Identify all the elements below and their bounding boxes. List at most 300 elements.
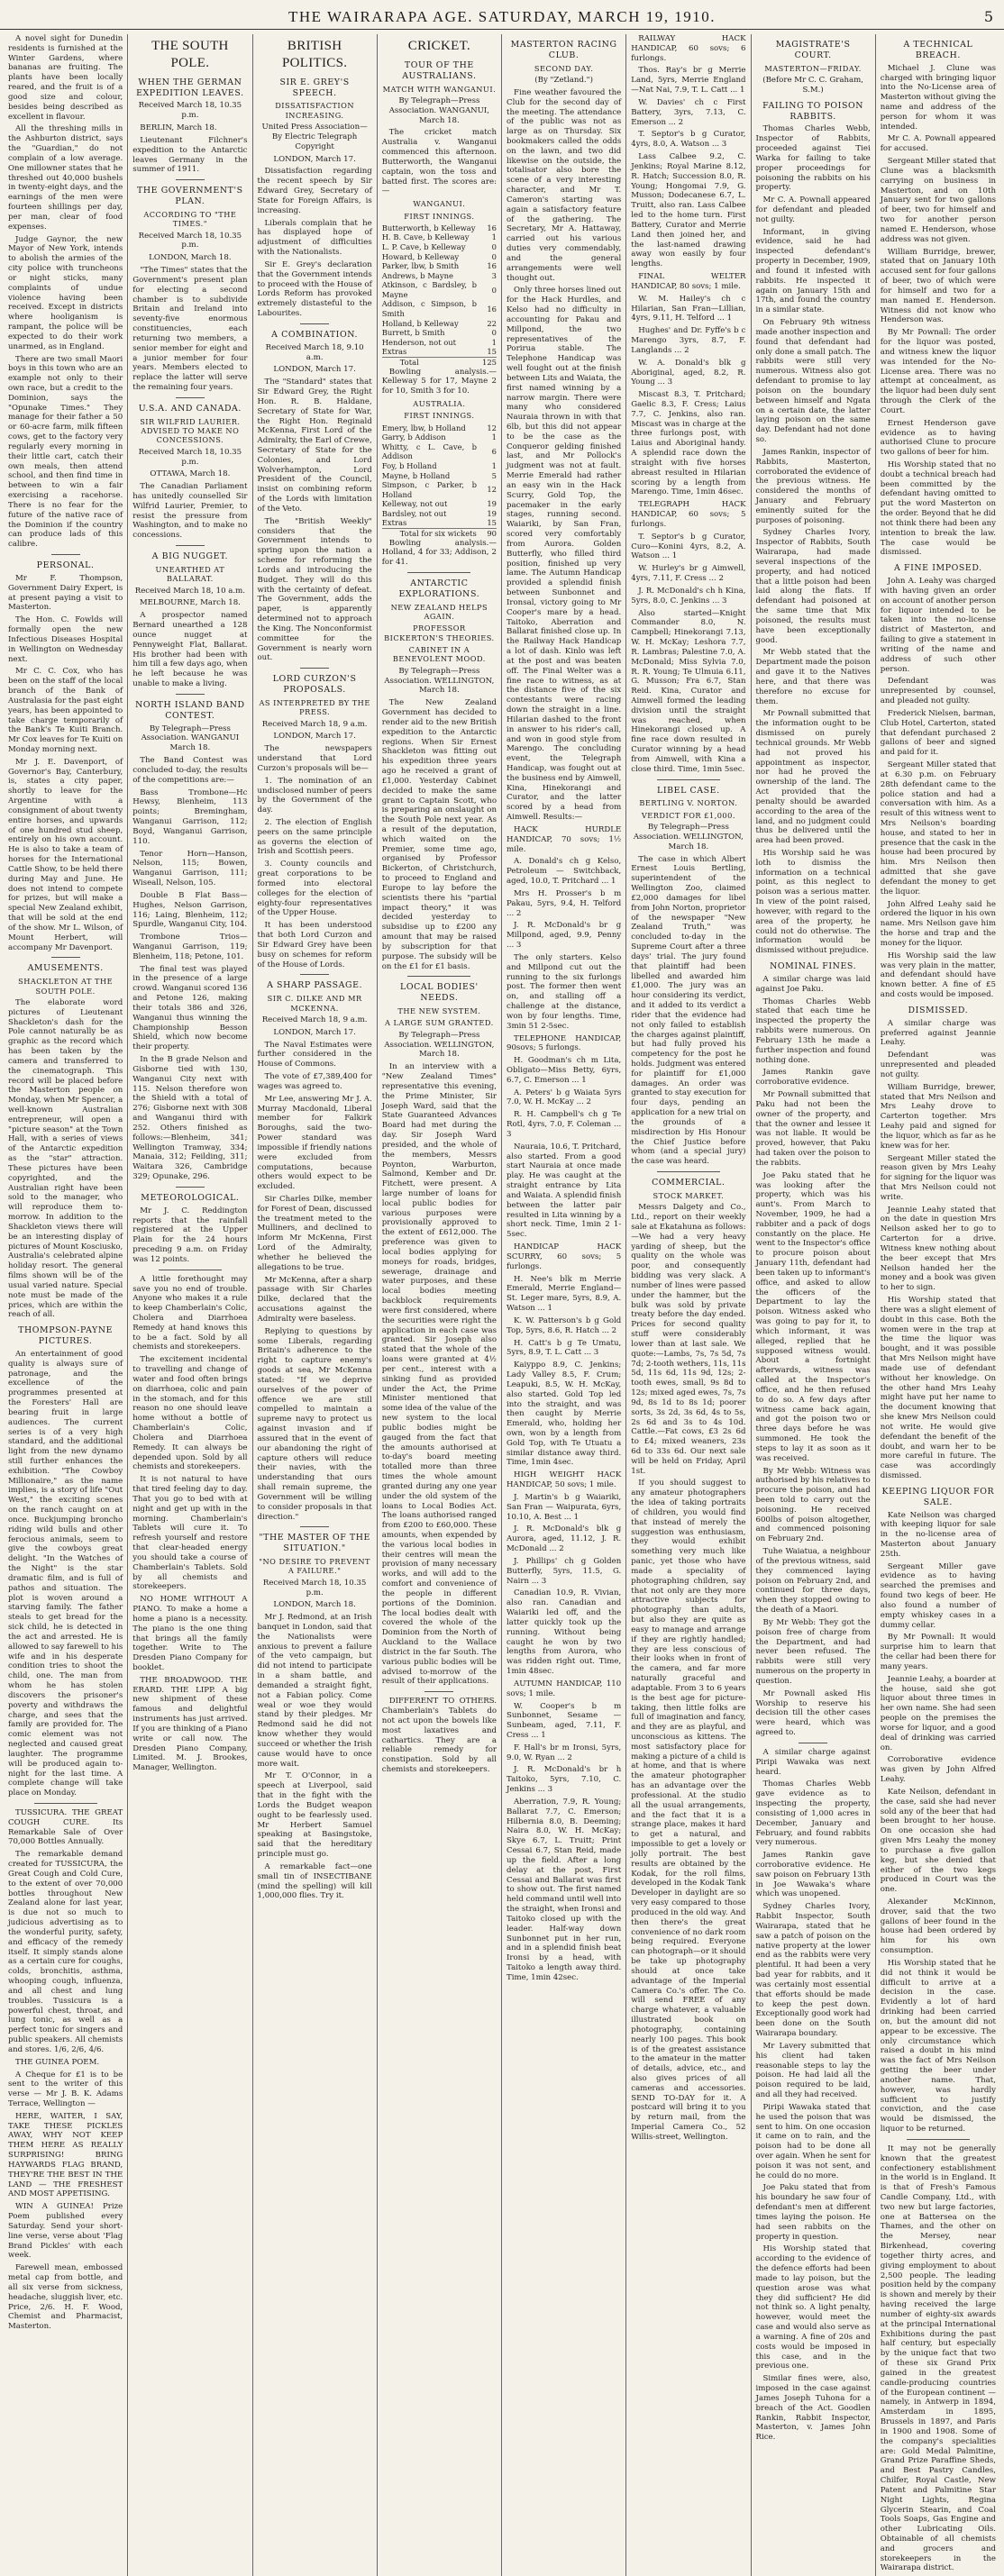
advertisements: [8, 1808, 123, 2332]
divider: [300, 668, 329, 669]
score-row: [382, 242, 497, 252]
paragraph: Sergeant Miller stated that at 6.30 p.m. on February 28th defendant came to the police station and had a conversation with him. As a result of this witness went to Mrs Neilson's boarding house, and stated to her in presence that the cask in the house had been procured by him. Mrs Neilson then admitted that she gave defendant the money to get the liquor.: [880, 760, 996, 897]
nugget-text: [132, 587, 247, 689]
runs: 5: [491, 470, 497, 480]
paragraph: W. Hurley's br g Aimwell, 4yrs, 7.11, F. Cress ... 2: [631, 564, 746, 584]
paragraph: Judge Gaynor, the new Mayor of New York, intends to abolish the armies of the city police with truncheons or night sticks, many complaints of undue violence having been received. Except in districts where hooliganism is rampant, the police will be expected to do their work unarmed, as in England.: [8, 234, 123, 351]
paragraph: A little forethought may save you no end of trouble. Anyone who makes it a rule to keep Chamberlain's Colic, Cholera and Diarrhoea Remedy at hand knows this to be a fact. Sold by all chemists and storekeepers.: [132, 1274, 248, 1352]
wanganui-scorecard: [382, 223, 497, 368]
paragraph: "The Times" states that the Government's present plan for electing a second chamber is to subdivide Britain and Ireland into seventy-five enormous constituencies, each returning two members, a senior member for eight and a junior member for four years. Members elected to replace the latter will serve the remaining four years.: [132, 266, 248, 393]
batsman: Butterworth, b Kelleway: [381, 223, 476, 232]
paragraph: The case in which Albert Ernest Louis Bertling, superintendent of the Wellington Zoo, claimed £2,000 damages for libel from John Norton, proprietor of the newspaper "New Zealand Truth," was concluded to-day in the Supreme Court after a three days' trial. The jury found that plaintiff had been libelled and awarded him £1,000. The jury was an hour considering its verdict, and it added to its verdict a rider that the evidence had not only failed to establish the charges against plaintiff, but had fully proved his competency for the post he holds. Judgment was entered for plaintiff for £1,000 damages. An order was granted to stay execution for four days, pending an application for a new trial on the grounds of a misdirection by His Honour the Chief Justice before whom (and a special jury) the case was heard.: [631, 854, 746, 1167]
combination-heading: A COMBINATION.: [271, 329, 359, 340]
paragraph: Sydney Charles Ivory, Rabbit Inspector, South Wairarapa, stated that he saw a patch of poison on the native property at the lower end as the rabbits were very plentiful. It had been a very bad year for rabbits, and it was certainly most essential that efforts should be made to keep the pest down. Exceptionally good work had been done on the South Wairarapa boundary.: [755, 1902, 871, 2039]
paragraph: R. H. Campbell's ch g Te Rotl, 4yrs, 7.0, F. Coleman ... 3: [507, 1110, 622, 1139]
batsman: L. P. Cave, b Kelleway: [381, 242, 466, 251]
score-row: [382, 442, 497, 461]
paragraph: H. Nee's blk m Merrie Emerald, Merrie England—St. Leger mare, 5yrs, 8.9, A. Watson ... 1: [507, 1274, 622, 1314]
paragraph: Alexander McKinnon, drover, said that the two gallons of beer found in the house had been ordered by him for his own consumption.: [880, 1897, 996, 1956]
paragraph: T. Septor's b g Curator, Curo—Konini 4yrs, 8.2, A. Watson ... 1: [631, 532, 746, 561]
sharp-passage-subheading: SIR C. DILKE AND MR MCKENNA.: [267, 994, 362, 1013]
australia-innings-label: FIRST INNINGS.: [404, 411, 475, 421]
paragraph: Joe Paku stated that he was looking after the property, which was his aunt's. From March to November, 1909, he had a rabbiter and a pack of dogs constantly on the place. He went to the Inspector's office to procure poison about January 11th, defendant had been taken up to informant's office, and asked to allow the officers of the Department to lay the poison. Witness asked who was going to pay for it, to which informant, it was alleged, replied that he supposed witness would. About a fortnight afterwards, witness was called at the Inspector's office, and he then refused to do so. A few days after witness came back again, and got the poison two or three days before he was summoned. He took the steps to lay it as soon as it was received.: [755, 1170, 871, 1463]
paragraph: J. R. McDonald's ch h Kina, 5yrs, 8.0, C. Jenkins ... 3: [631, 586, 746, 605]
paragraph: The Canadian Parliament has unitedly counselled Sir Wilfrid Laurier, Premier, to resist the pressure from Washington, and to make no concessions.: [132, 482, 248, 541]
score-row: [382, 328, 497, 338]
intro-paragraphs: [8, 34, 123, 550]
thompson-heading: THOMPSON-PAYNE PICTURES.: [18, 1325, 114, 1347]
paragraph: Mr T. O'Connor, in a speech at Liverpool, said that in the fight with the Lords the Budget weapon ought to be fearlessly used. Mr Herbert Samuel speaking at Basingstoke, said that the hereditary principle must go.: [257, 1771, 372, 1860]
paragraph: WIN A GUINEA! Prize Poem published every Saturday. Send your short-line verse, verse about 'Flag Brand Pickles' with each week.: [8, 2202, 123, 2261]
combination-text: [258, 343, 372, 664]
paragraph: OTTAWA, March 18.: [150, 469, 231, 479]
paragraph: LONDON, March 17.: [273, 154, 356, 164]
antarctic-subheading-1: NEW ZEALAND HELPS AGAIN.: [390, 602, 488, 622]
divider: [34, 1803, 97, 1804]
paragraph: J. R. McDonald's br g Millpond, aged, 9.9, Penny ... 3: [507, 921, 622, 951]
antarctic-heading: ANTARCTIC EXPLORATIONS.: [398, 578, 480, 599]
paragraph: If you should suggest to any amateur photographers the idea of taking portraits of children, you would find that instead of merely the suggestion was enthusiasm, they would exhibit something very much like panic, yet those who have made a speciality of photographing children, say that not only are they more attractive subjects for photography than adults, but also they are quite as easy to manage and arrange if they are rightly handled; they are less conscious of their looks when in front of the camera, and far more naturally graceful and adaptable. From 3 to 6 years is the best age for picture-taking, then little folks are full of imagination and fancy, and they are as playful, and unconscious as kittens. The most satisfactory place for making a picture of a child is at home, and that is where the amateur photographer has an advantage over the professional. At the studio all the usual arrangements, and the fact that it is a strange place, makes it hard to get a natural, and impossible to get a lovely or jolly portrait. The best results are obtained by the Kodak, for the roll films, developed in the Kodak Tank Developer in daylight are so very easy compared to those produced in the old way. And then there's the great convenience of no dark room being required. Everyone can photograph—or it should be take up photography should at once take advantage of the Imperial Camera Co.'s offer. The Co. will send FREE of any charge whatever, a valuable illustrated book on photography, containing nearly 100 pages. This book is of the greatest assistance to the amateur in the matter of details, advice, etc., and also gives prices of all cameras and accessories. SEND TO-DAY for it. A postcard will bring it to you by return mail, from the Imperial Camera Co., 52 Willis-street, Wellington.: [631, 1479, 746, 2142]
paragraph: The "Standard" states that Sir Edward Grey, the Right Hon. R. B. Haldane, Secretary of State for War, the Right Hon. Reginald McKenna, First Lord of the Admiralty, the Earl of Crewe, Secretary of State for the Colonies, and Lord Wolverhampton, Lord President of the Council, insist on combining reform of the Lords with limitation of the Veto.: [257, 378, 372, 514]
score-row: [382, 423, 497, 433]
paragraph: Liberals complain that he has displayed hope of adjustment of difficulties with the Nationalists.: [257, 218, 372, 258]
paragraph: All the threshing mills in the Ashburton district, says the "Guardian," do not complain of a low average. One millowner states that he threshed out 40,000 bushels in twenty-eight days, and the earnings of the men were fourteen shillings per day, per man, clear of food expenses.: [8, 124, 123, 232]
government-plan-subheading: ACCORDING TO "THE TIMES.": [143, 209, 237, 229]
paragraph: Fine weather favoured the Club for the second day of the meeting. The attendance of the public was not as large as on Thursday. Six bookmakers called the odds on the lawn, and two did likewise on the outside, the totalisator also bore the scene of a very interesting character, and Mr T. Cameron's starting was again a satisfactory feature of the gathering. The Secretary, Mr A. Hattaway, carried out his various duties very commendably, and the general arrangements were well thought out.: [507, 87, 622, 283]
divider: [424, 1691, 453, 1692]
paragraph: By Mr Pownall: It would surprise him to learn that the cellar had been there for many years.: [880, 1633, 996, 1671]
usa-canada-heading: U.S.A. AND CANADA.: [138, 403, 242, 414]
paragraph: Mr Pownall submitted that Paku had not been the owner of the property, and that the owner and lessee it was not liable. It would be proved, however, that Paku had taken over the poison to the rabbits.: [755, 1090, 871, 1168]
curzon-heading: LORD CURZON'S PROPOSALS.: [272, 674, 357, 696]
divider: [176, 179, 205, 180]
paragraph: Tenor Horn—Hanson, Nelson, 115; Bowen, Wanganui Garrison, 111; Wiseall, Nelson, 105.: [132, 849, 248, 888]
batsman: Holland, b Kelleway: [381, 318, 459, 328]
personal-heading: PERSONAL.: [36, 560, 95, 571]
paragraph: Mr Pownall asked His Worship to reserve his decision till the other cases were heard, which was agreed to.: [755, 1689, 871, 1738]
nominal-fines-text: [756, 975, 871, 1738]
paragraph: Received March 18, 10 a.m.: [134, 586, 246, 596]
score-row: [382, 499, 497, 509]
paragraph: J. Phillips' ch g Golden Butterfly, 5yrs, 11.5, G. Nairn ... 3: [507, 1556, 622, 1586]
nominal-fines-heading: NOMINAL FINES.: [770, 961, 857, 972]
usa-canada-subheading: SIR WILFRID LAURIER. ADVISED TO MAKE NO CONCESSIONS.: [140, 416, 241, 445]
meteorological-text: [132, 1206, 247, 1265]
master-situation-text: [258, 1579, 372, 1902]
divider: [407, 976, 470, 977]
batsman: Atkinson, c Bardsley, b Mayne: [381, 280, 477, 299]
local-bodies-subheading-2: A LARGE SUM GRANTED.: [385, 1018, 494, 1028]
paragraph: There are two small Maori boys in this town who are an example not only to their own race, but a credit to the Dominion, says the "Opunake Times." They manage for their father a 50 or 60-acre farm, milk fifteen cows, get to the factory very regularly every morning in their little cart, catch their own meals, then attend school, and then find time in between to win a fair exercising a racehorse. There is no fear for the future of the native race of the Dominion if the country can produce lads of this calibre.: [8, 354, 123, 550]
wawaka-text: [756, 1748, 871, 2443]
score-row: [382, 261, 497, 271]
batsman: Simpson, c Parker, b Holland: [381, 480, 477, 499]
score-row: [382, 319, 497, 329]
keeping-liquor-text: [881, 1511, 996, 2135]
paragraph: J. Martin's b g Waiariki, San Fran — Waipurata, 6yrs, 10.10, A. Best ... 1: [507, 1492, 622, 1522]
paragraph: Ernest Henderson gave evidence as to having authorised Clune to procure two gallons of beer for him.: [880, 418, 996, 458]
paragraph: H. Catt's b g Te Umatu, 5yrs, 8.9, T. L. Catt ... 3: [507, 1338, 622, 1358]
paragraph: A prospector named Bernard unearthed a 128 ounce nugget at Pennyweight Flat, Ballarat. His brother had been with him till a few days ago, when he left because he was unable to make a living.: [132, 611, 248, 689]
paragraph: HACK HURDLE HANDICAP, 70 sovs; 1½ mile.: [507, 824, 622, 854]
australia-bowling: Bowling analysis.—Holland, 4 for 33; Addison, 2 for 41.: [381, 538, 497, 568]
batsman: Extras: [381, 347, 407, 357]
paragraph: Aberration, 7.9, R. Young; Ballarat 7.7, C. Emerson; Hilbernia 8.0, B. Deeming; Naira 8.0, W. H. McKay; Skye 6.7, L. Truitt; Print Cessai 6.7, Stan Reid, made up the field. After a long delay at the post, First Cessai and Ballarat was first to show out. The first named held command until well into the straight, when Ironsi and Taitoko closed up with the leader. Half-way down Sunbonnet put in her run, and in a splendid finish beat Ironsi by a head, with Taitoko a length away third. Time, 1min 42sec.: [507, 1797, 622, 1982]
paragraph: TELEGRAPH HACK HANDICAP, 60 sovs; 5 furlongs.: [631, 500, 746, 529]
paragraph: LONDON, March 17.: [273, 732, 356, 742]
paragraph: HIGH WEIGHT HACK HANDICAP, 50 sovs; 1 mile.: [507, 1470, 622, 1490]
column-6: [626, 34, 751, 2576]
divider: [300, 323, 329, 324]
paragraph: Bass Trombone—Hc Hewsy, Blenheim, 113 points; Bremingham, Wanganui Garrison, 112; Boyd, Wanganui Garrison, 110.: [132, 787, 248, 846]
page-number: 5: [983, 8, 993, 25]
paragraph: His Worship stated that no doubt a technical breach had been committed by the defendant having omitted to put the word Masterton on the order. Beyond that he did not think there had been any intention to break the law. The case would be dismissed.: [880, 460, 996, 558]
paragraph: K. W. Patterson's b g Gold Top, 5yrs, 8.6, R. Hatch ... 2: [507, 1315, 622, 1335]
wanganui-innings-label: FIRST INNINGS.: [404, 211, 475, 221]
column-8: [876, 34, 1000, 2576]
paragraph: Received March 18, 9.10 a.m.: [265, 342, 364, 362]
german-expedition-heading: WHEN THE GERMAN EXPEDITION LEAVES.: [136, 77, 244, 98]
paragraph: TELEPHONE HANDICAP, 90sovs; 5 furlongs.: [507, 1033, 622, 1053]
paragraph: By Telegraph—Press Association. WELLINGTON, March 18.: [384, 666, 495, 696]
filler-ads: [132, 1275, 247, 1773]
local-bodies-heading: LOCAL BODIES' NEEDS.: [400, 982, 479, 1004]
german-expedition-text: [132, 101, 247, 175]
paragraph: RAILWAY HACK HANDICAP, 60 sovs; 6 furlongs.: [631, 34, 746, 63]
batsman: Emery, lbw, b Holland: [381, 423, 466, 432]
paragraph: The Hon. C. Fowlds will formally open the new Infectious Diseases Hospital in Wellington on Wednesday next.: [8, 615, 123, 664]
column-2: [128, 34, 252, 2576]
paragraph: It has been understood that both Lord Curzon and Sir Edward Grey have been busy on schemes for reform of the House of Lords.: [257, 921, 372, 969]
paragraph: The "British Weekly" considers that the Government intends to spring upon the nation a scheme for reforming the Lords and introducing the Budget. They will do this with the certainty of defeat. The Government, adds the paper, is apparently determined not to approach the King. The Nonconformist committee for the Government is nearly worn out.: [257, 516, 372, 663]
technical-breach-text: [881, 64, 996, 559]
paragraph: Kaiyppo 8.9, C. Jenkins; Lady Valley 8.5, F. Crum; Leapuki, 8.5, W. H. McKay, also started. Gold Top led into the straight, and was then caught by Merrie Emerald, who, holding her own, won by a length from Gold Top, with Te Utuatu a similar distance away third. Time, 1min 4sec.: [507, 1361, 622, 1468]
paragraph: Farewell mean, embossed metal cap from bottle, and all six verse from sickness, headache, sluggish liver, etc. Price, 2/6. H. F. Wood, Chemist and Pharmacist, Masterton.: [8, 2263, 123, 2332]
paragraph: Messrs Dalgety and Co., Ltd., report on their weekly sale at Ekatahuna as follows:—We had a very heavy yarding of sheep, but the quality on the whole was poor, and consequently bidding was very slack. A number of lines were passed under the hammer, but the bulk was sold by private treaty before the day ended. Prices for second quality stuff were considerably lower than at last sale. We quote:—Lambs, 7s, 7s 5d, 7s 7d; 2-tooth wethers, 11s, 11s 5d, 11s 6d, 11s 9d, 12s; 2-tooth ewes, small, 9s 8d to 12s; mixed aged ewes, 7s, 7s 9d, 8s 1d to 8s 1d; poorer sorts, 3s 2d, 3s 6d, 4s to 5s, 2s 6d and 3s to 4s 10d. Cattle.—Fat cows, £3 2s 6d to £4; mixed weaners, 23s 6d to 33s 6d. Our next sale will be held on Friday, April 1st.: [631, 1203, 746, 1476]
paragraph: On February 9th witness made another inspection and found that defendant had only done a small patch. The rabbits were still very numerous. Witness also got defendant to promise to lay poison on the boundary between himself and Ngata on a certain date, the latter laying poison on the same day. Defendant had not done so.: [755, 318, 871, 445]
batsman: H. B. Cave, b Kelleway: [381, 232, 470, 242]
score-row: [382, 347, 497, 357]
government-plan-heading: THE GOVERNMENT'S PLAN.: [137, 186, 243, 207]
libel-heading: LIBEL CASE.: [657, 785, 720, 796]
paragraph: J. R. McDonald's br h Taitoko, 5yrs, 7.10, C. Jenkins ... 3: [507, 1765, 622, 1795]
paragraph: Trombone Trios—Wanganui Garrison, 119; Blenheim, 118; Petone, 101.: [132, 933, 248, 961]
runs: 16: [487, 223, 497, 232]
paragraph: NO HOME WITHOUT A PIANO. To make a home a home a piano is a necessity. The piano is the one thing that brings all the family together. Write to The Dresden Piano Company for booklet.: [132, 1595, 248, 1672]
divider: [657, 779, 720, 780]
grey-speech-text: [258, 123, 372, 319]
rabbits-heading: FAILING TO POISON RABBITS.: [762, 100, 864, 122]
paragraph: United Press Association—By Electric Telegraph Copyright: [261, 123, 368, 151]
runs: 12: [487, 485, 497, 495]
columns: [4, 34, 1000, 2573]
runs: 15: [487, 518, 497, 528]
personal-paragraphs: [8, 574, 123, 952]
score-row: [382, 432, 497, 442]
paragraph: The elaborate word pictures of Lieutenant Shackleton's dash for the Pole cannot naturally be as graphic as the record which has been taken by the camera and transferred to the cinematograph. This record will be placed before the Masterton people on Monday, when Mr Spencer, a well-known Australian entrepreneur, will open a "picture season" at the Town Hall, with a series of views of the Antarctic expedition as the "star" attraction. These pictures have been copyrighted, and the Australian right have been sold to the manager, who will reproduce them to-morrow. In addition to the Shackleton views there will be an interesting display of pictures of Mount Kosciusko, Australia's celebrated alpine holiday resort. The general films shown will be of the usual varied nature. Special note must be made of the prices, which are within the reach of all.: [8, 997, 123, 1320]
band-contest-text: [132, 724, 247, 1182]
divider: [176, 694, 205, 695]
score-row: [382, 271, 497, 281]
paragraph: Received March 18, 10.35 p.m.: [262, 1578, 367, 1597]
paragraph: Thos. Ray's br g Merrie Land, 5yrs, Merrie England—Nat Nai, 7.9, T. L. Catt ... 1: [631, 66, 746, 96]
paragraph: Mr F. Thompson, Government Dairy Expert, is at present paying a visit to Masterton.: [8, 573, 123, 613]
libel-text: [631, 823, 745, 1167]
paragraph: By Mr Pownall: The order for the liquor was posted, and witness knew the liquor was intended for the No-License area. There was no attempt at concealment, as the liquor had been duly sent through the Clerk of the Court.: [880, 328, 996, 415]
paragraph: By Mr Webb: They got the poison free of charge from the Department, and had never been refused. The rabbits were still very numerous on the property in question.: [755, 1617, 871, 1686]
paragraph: James Rankin gave corroborative evidence. He saw poison on February 13th in Joe Wawaka's whare which was unopened.: [755, 1851, 871, 1899]
paragraph: TUSSICURA. THE GREAT COUGH CURE. Its Remarkable Sale of Over 70,000 Bottles Annually.: [8, 1807, 123, 1847]
column-5: [502, 34, 626, 2576]
paragraph: W. M. Hailey's ch c Hilarian, San Fran—Lillian, 4yrs, 9.11, H. Telford ... 1: [631, 294, 746, 323]
paragraph: Sir E. Grey's declaration that the Government intends to proceed with the House of Lords Reform has provoked extremely distasteful to the Labourites.: [257, 259, 372, 319]
batsman: Addison, c Simpson, b Smith: [381, 299, 477, 319]
usa-canada-text: [132, 448, 247, 541]
runs: 16: [487, 304, 497, 314]
paragraph: A remarkable fact—one small tin of INSECTIBANE (mind the spelling) will kill 1,000,000 flies. Try it.: [257, 1861, 372, 1901]
runs: 15: [487, 347, 497, 357]
batsman: Extras: [381, 518, 407, 528]
antarctic-text: [382, 667, 497, 972]
paragraph: The newspapers understand that Lord Curzon's proposals will be—: [257, 744, 372, 773]
nugget-heading: A BIG NUGGET.: [151, 551, 229, 562]
divider: [300, 1526, 329, 1527]
paragraph: The only starters. Kelso and Millpond cut out the running to the six furlongs post. The former then went on, and stalling off a challenge at the distance, won by four lengths. Time, 3min 51 2-5sec.: [507, 952, 622, 1031]
divider: [176, 545, 205, 546]
total-row: [382, 529, 497, 539]
runs: 0: [491, 328, 497, 338]
paragraph: W. Cooper's b m Sunbonnet, Sesame — Sunbeam, aged, 7.11, F. Cress ... 1: [507, 1701, 622, 1740]
paragraph: Received March 18, 10.35 p.m.: [138, 447, 242, 467]
paragraph: LONDON, March 17.: [273, 1027, 356, 1037]
batsman: Kelleway, not out: [381, 499, 448, 509]
paragraph: By Telegraph—Press Association. WANGANUI, March 18.: [388, 96, 490, 125]
total-runs: 125: [477, 357, 497, 367]
batsman: Garry, b Addison: [381, 432, 446, 442]
paragraph: Jeannie Leahy stated that on the date in question Mrs Neilson asked her to go to Carterton for a drive. Witness knew nothing about the beer except that Mrs Neilson handed her the money and a book was given to her to sign.: [880, 1205, 996, 1293]
paragraph: Sergeant Miller stated the reason given by Mrs Leahy for signing for the liquor was that Mrs Neilson could not write.: [880, 1153, 996, 1202]
masthead-title: THE WAIRARAPA AGE. SATURDAY, MARCH 19, 1910.: [288, 8, 716, 25]
paragraph: Lass Calbee 9.2, C. Jenkins; Royal Marine 8.12, R. Hatch; Succession 8.0, R. Young; Hongomai 7.9, G. Musson; Dodecanese 6.7, L. Truitt, also ran. Lass Calbee led to the home turn. First Battery, Curator and Merrie Land then joined her, and the last-named drawing away won easily by four lengths.: [631, 152, 746, 269]
paragraph: Tuhe Waiatua, a neighbour of the previous witness, said they commenced laying poison on February 2nd, and continued for three days, when they stopped owing to the death of a Maori.: [755, 1547, 871, 1616]
paragraph: J. R. McDonald's blk g Aurora, aged, 11.12, J. R. McDonald ... 2: [507, 1525, 622, 1554]
paragraph: Corroborative evidence was given by John Alfred Leahy.: [880, 1755, 996, 1785]
chamberlain-ad: DIFFERENT TO OTHERS. Chamberlain's Tablets do not act upon the bowels like most laxatives and cathartics. They are a reliable remedy for constipation. Sold by all chemists and storekeepers.: [381, 1697, 497, 1775]
commercial-text: [631, 1203, 745, 2143]
curzon-text: [258, 720, 372, 970]
paragraph: The New Zealand Government has decided to render aid to the new British expedition to the Antarctic regions. When Sir Ernest Shackleton was fitting out his expedition three years ago he received a grant of £1,000. Yesterday Cabinet decided to make the same grant to Captain Scott, who is preparing an onslaught on the South Pole next year. As a result of the deputation, which waited on the Premier, some time ago, organised by Professor Bickerton, of Christchurch, to proceed to England and Europe to lay before the scientists there his "partial impact theory," it was decided yesterday to subsidise up to £200 any amount that may be raised by subscription for that purpose. The subsidy will be on the £1 for £1 basis.: [381, 698, 497, 971]
paragraph: Thomas Charles Webb, Inspector of Rabbits, proceeded against Tiei Warka for failing to take proper proceedings for poisoning the rabbits on his property.: [755, 124, 871, 193]
runs: 0: [491, 285, 497, 295]
paragraph: A novel sight for Dunedin residents is furnished at the Winter Gardens, where bananas are fruiting. The plants have been locally reared, and the fruit is of a good size and colour, besides being described as excellent in flavour.: [8, 34, 123, 122]
paragraph: In the B grade Nelson and Gisborne tied with 130, Wanganui City next with 115. Nelson therefore won the Shield with a total of 276; Gisborne next with 308 and Wanganui third with 252. Others finished as follows:—Blenheim, 341; Wellington Tramway, 334; Manaia, 312; Feilding, 311; Waitara 326, Cambridge 329; Opunake, 296.: [132, 1055, 248, 1182]
paragraph: A similar charge against Piripi Wawaka was next heard.: [755, 1747, 871, 1777]
batsman: Mayne, b Holland: [381, 470, 451, 480]
paragraph: Michael J. Clune was charged with bringing liquor into the No-License area of Masterton without giving the name and address of the person for whom it was intended.: [880, 63, 996, 132]
paragraph: The final test was played in the presence of a large crowd. Wanganui scored 136 and Petone 126, making their totals 386 and 326, Wanganui thus winning the Championship Besson Shield, which now become their property.: [132, 964, 248, 1052]
amusements-subheading: SHACKLETON AT THE SOUTH POLE.: [18, 977, 114, 996]
total-row: [382, 357, 497, 367]
paragraph: Double B Flat Bass—Hughes, Nelson Garrison, 116; Laing, Blenheim, 112; Spurdle, Wanganui City, 104.: [132, 890, 248, 930]
total-runs: 90: [477, 529, 497, 539]
runs: 19: [487, 499, 497, 509]
score-row: [382, 299, 497, 318]
score-row: [382, 252, 497, 262]
amusements-heading: AMUSEMENTS.: [27, 963, 104, 974]
paragraph: A. Peters' b g Waiata 5yrs 7.0, W. H. McKay ... 2: [507, 1088, 622, 1107]
paragraph: HANDICAP HACK SCURRY, 60 sovs; 5 furlongs.: [507, 1242, 622, 1271]
curzon-subheading: AS INTERPRETED BY THE PRESS.: [259, 697, 370, 717]
batsman: Parker, lbw, b Smith: [381, 261, 460, 271]
masthead: [0, 5, 1004, 30]
second-day-subheading: SECOND DAY.: [534, 63, 594, 73]
batsman: Burrett, b Smith: [381, 328, 445, 338]
grey-speech-heading: SIR E. GREY'S SPEECH.: [279, 77, 350, 98]
batsman: Howard, b Kelleway: [381, 251, 460, 261]
paragraph: James Rankin, inspector of Rabbits, Masterton, corroborated the evidence of the previous witness. He considered the months of January and February eminently suited for the purposes of poisoning.: [755, 447, 871, 525]
paragraph: F. Hall's br m Ironsi, 5yrs, 9.0, W. Ryan ... 2: [507, 1743, 622, 1762]
paragraph: HERE, WAITER, I SAY, TAKE THESE PICKLES AWAY, WHY NOT KEEP THEM HERE AS REALLY SURPRISING! BRING HAYWARDS FLAG BRAND, THEY'RE THE BEST IN THE LAND — THE FRESHEST AND MOST APPETISING.: [8, 2111, 123, 2199]
local-bodies-subheading-1: THE NEW SYSTEM.: [397, 1006, 481, 1016]
fine-imposed-heading: A FINE IMPOSED.: [894, 563, 982, 574]
runs: 1: [491, 432, 497, 442]
divider: [176, 1187, 205, 1188]
paragraph: A Cheque for £1 is to be sent to the writer of this verse — Mr J. B. K. Adams Terrace, Wellington —: [8, 2070, 123, 2108]
paragraph: LONDON, March 18.: [149, 253, 232, 263]
paragraph: By Telegraph—Press Association. WELLINGTON, March 18.: [633, 823, 744, 851]
divider: [51, 554, 80, 555]
batsman: Whitty, c L. Cave, b Addison: [381, 441, 477, 461]
commercial-heading: COMMERCIAL.: [652, 1178, 726, 1188]
paragraph: Similar fines were, also, imposed in the case against James Joseph Tuhona for a breach of the Act. Goodlen Rankin, Rabbit Inspector, Masterton, v. James John Rice.: [755, 2374, 871, 2443]
paragraph: Mr J. E. Davenport, of Governor's Bay, Canterbury, is, states a city paper, shortly to leave for the Argentine with a consignment of about twenty entire horses, and upwards of one hundred stud sheep, entirely on his own account. He is also to take a team of horses for the International Cattle Show, to be held there during May and June. He does not intend to compete for prizes, but will make a special New Zealand exhibit, that will be sold at the end of the show. Mr L. Wilson, of Mount Herbert, will accompany Mr Davenport.: [8, 757, 123, 952]
score-row: [382, 232, 497, 242]
paragraph: Informant, in giving evidence, said he had inspected defendant's property in December, 1909, and found it infested with rabbits. He inspected it again on January 15th and 17th, and found the country in a similar state.: [755, 227, 871, 315]
paragraph: LONDON, March 17.: [273, 365, 356, 375]
paragraph: It is not natural to have that tired feeling day to day. That you go to bed with at night and get up with in the morning. Chamberlain's Tablets will cure it. To refresh yourself and restore that clear-headed energy you should take a course of Chamberlain's Tablets. Sold by all chemists and storekeepers.: [132, 1475, 248, 1592]
wanganui-heading: WANGANUI.: [413, 199, 466, 209]
paragraph: FINAL WELTER HANDICAP, 80 sovs; 1 mile.: [631, 272, 746, 291]
runs: 1: [491, 337, 497, 347]
batsman: Henderson, not out: [381, 337, 457, 347]
paragraph: W. Davies' ch c First Battery, 3yrs, 7.13, C. Emerson ... 2: [631, 97, 746, 127]
runs: 0: [491, 251, 497, 261]
race-results: [507, 825, 621, 1983]
paragraph: Jeannie Leahy, a boarder at the house, said she got liquor about three times in her own name. She had seen people on the premises the worse for liquor, and a good deal of drinking was carried on.: [880, 1674, 996, 1752]
divider: [907, 2139, 971, 2140]
paragraph: His Worship stated that according to the evidence of the defence efforts had been made to lay poison, but the question arose was what they did sufficient? He did not think so. A light penalty, however, would meet the case and would also serve as a warning. A fine of 20s and costs would be imposed in this case, and in the previous one.: [755, 2244, 871, 2371]
tour-subheading: MATCH WITH WANGANUI.: [382, 84, 497, 94]
runs: 3: [491, 270, 497, 280]
paragraph: W. A. Donald's blk g Aboriginal, aged, 8.2, R. Young ... 3: [631, 358, 746, 387]
batsman: Andrews, b Mayne: [381, 270, 453, 280]
paragraph: The Band Contest was concluded to-day, the results of the competitions are:—: [132, 756, 248, 785]
sharp-passage-heading: A SHARP PASSAGE.: [267, 980, 363, 991]
paragraph: Mr Lee, answering Mr J. A. Murray Macdonald, Liberal member for Falkirk Boroughs, said the two-Power standard was impossible if friendly nations were excluded from computations, because others would expect to be excluded.: [257, 1094, 372, 1192]
paragraph: 3. County councils and great corporations to be formed into electoral colleges for the election of eighty-four representatives of the Upper House.: [257, 860, 372, 918]
paragraph: Mr Webb stated that the Department made the poison and gave it to the Natives here, and that there was therefore no excuse for them.: [755, 648, 871, 706]
technical-breach-heading: A TECHNICAL BREACH.: [903, 40, 973, 60]
paragraph: The Naval Estimates were further considered in the House of Commons.: [257, 1040, 372, 1070]
paragraph: LONDON, March 18.: [273, 1600, 356, 1610]
paragraph: Also started—Knight Commander 8.0, N. Campbell; Hinekorangi 7.13, W. H. McKay; Leshora 7.7, R. Lambras; Palestine 7.0, A. McDonald; Miss Sylvia 7.0, R. R. Young; Te Ulmuia 6.11, G. Musson; Fra 6.7, Stan Reid. Kina, Curator and Aimwell formed the leading division until the straight was reached, when Hinekorangi closed up. A fine race down resulted in Curator winning by a head from Aimwell, with Kina a close third. Time, 1min 5sec.: [631, 608, 746, 774]
runs: 16: [487, 261, 497, 271]
paragraph: Joe Paku stated that from his boundary he saw four of defendant's men at different times laying the poison. He had seen rabbits on the property in question.: [755, 2183, 871, 2242]
paragraph: John A. Leahy was charged with having given an order on account of another person for liquor intended to be taken into the no-license district of Masterton, and failing to give a statement in writing of the name and address of such other person.: [880, 577, 997, 674]
divider: [407, 572, 470, 573]
paragraph: Thomas Charles Webb stated that each time he inspected the property the rabbits were numerous. On February 13th he made a further inspection and found nothing done.: [755, 997, 871, 1065]
divider: [176, 397, 205, 398]
paragraph: Sergeant Miller stated that Clune was a blacksmith carrying on business in Masterton, and on 10th January sent for two gallons of beer, two for himself and two for another person named E. Henderson, whose address was not given.: [880, 157, 996, 244]
paragraph: In an interview with a "New Zealand Times" representative this evening, the Prime Minister, Sir Joseph Ward, said that the State Guaranteed Advances Board had met during the day. Sir Joseph Ward presided, and the whole of the members, Messrs Poynton, Warburton, Salmond, Kember and Dr. Fitchett, were present. A large number of loans for local public bodies for various purposes were provisionally approved to the extent of £612,000. The preference was given to local bodies applying for moneys for roads, bridges, sewerage, drainage and water purposes, and these local bodies meeting backblock requirements were first considered, where the securities were right the application in each case was granted. Sir Joseph also stated that the whole of the loans were granted at 4½ per cent., interest with a sinking fund as provided under the Act, the Prime Minister mentioned that some idea of the value of the new system to the local public bodies might be gauged from the fact that the amounts authorised at to-day's board meeting totalled more than three times the whole amount granted during any one year under the old system of the loans to Local Bodies Act. The loans authorised ranged from £200 to £60,000. These amounts, when expended by the various local bodies in their centres will mean the provision of many necessary works, and will add to the comfort and convenience of the people in different portions of the Dominion. The local bodies dealt with covered the whole of the Dominion from the North of Auckland to the Wallace district in the far South. The various public bodies will be advised to-morrow of the result of their applications.: [381, 1062, 497, 1687]
paragraph: His Worship said the law was very plain in the matter, and defendant should have known better. A fine of £5 and costs would be imposed.: [880, 951, 996, 1000]
paragraph: A similar charge was laid against Joe Paku.: [755, 974, 871, 994]
total-label: Total for six wickets: [382, 529, 477, 539]
sharp-passage-text: [258, 1015, 372, 1522]
runs: 1: [491, 232, 497, 242]
rabbits-text: [756, 124, 871, 956]
runs: 0: [491, 242, 497, 251]
paragraph: 2. The election of English peers on the same principle as governs the election of Irish and Scottish peers.: [257, 818, 372, 857]
tour-text: [382, 96, 497, 196]
paragraph: H. Goodman's ch m Lita, Obligato—Miss Betty, 6yrs, 6.7, C. Emerson ... 1: [507, 1056, 622, 1085]
paragraph: Dissatisfaction regarding the recent speech by Sir Edward Grey, Secretary of State for Foreign Affairs, is increasing.: [257, 167, 372, 215]
paragraph: Piripi Wawaka stated that he used the poison that was sent to him. On one occasion it came on to rain, and the poison had to be done all over again. When he sent for poison it was not sent, and he could do no more.: [755, 2102, 871, 2180]
batsman: Foy, b Holland: [381, 460, 437, 470]
paragraph: Kate Neilson, defendant in the case, said she had never sold any of the beer that had been brought to her house. On one occasion she had given Mrs Leahy the money to purchase a five gallon keg, but she denied that either of the two kegs produced in Court was the one.: [880, 1787, 996, 1895]
paragraph: Received March 18, 9 a.m.: [261, 1015, 368, 1024]
paragraph: Mr J. Redmond, at an Irish banquet in London, said that the Nationalists were anxious to prevent a failure of the veto campaign, but did not intend to participate in a sham battle, and demanded a straight fight, not a Fabian policy. Come weal or woe they would stand by their pledges. Mr Redmond said he did not know whether they would succeed or whether the Irish cause would have to once more wait.: [257, 1613, 372, 1769]
column-4: [378, 34, 502, 2576]
tour-heading: TOUR OF THE AUSTRALIANS.: [402, 59, 477, 81]
master-situation-heading: "THE MASTER OF THE SITUATION.": [259, 1533, 370, 1554]
british-politics-heading: BRITISH POLITICS.: [281, 39, 348, 70]
paragraph: Mr Lavery submitted that his client had taken reasonable steps to lay the poison. He had laid all the poison required to be laid, and all they had received.: [755, 2041, 871, 2100]
paragraph: Mr C. A. Pownall appeared for accused.: [880, 134, 996, 154]
runs: 19: [487, 508, 497, 518]
paragraph: Only three horses lined out for the Hack Hurdles, and Kelso had no difficulty in accounting for Pakau and Millpond, the two representatives of the Porirua stable. The Telephone Handicap was well fought out at the finish between Lits and Waiata, the first named winning by a narrow margin. There were many who considered Nauraia thrown in with that 6lb, but this did not appear to be the case as the Conqueror gelding finished last, and Mr Pollock's judgment was not at fault. Merrie Emerald had rather an easy win in the Hack Scurry, Gold Top, the pacemaker in the early stages, running second. Waiariki, by San Fran, scored very comfortably from Aurora. Golden Butterfly, who filled third position, finished up very lame. The Autumn Handicap provided a splendid finish between Sunbonnet and Ironsal, victory going to Mr Cooper's mare by a head. Taitoko, Aberration and Ballarat finished close up. In the Railway Hack Handicap a lot of dash. Kinlo was left at the post and was beaten off. The Final Welter was a fine race to witness, as at the distance five of the six contestants were racing down the straight in a line. Hilarian dashed to the front in answer to his rider's call, and won in good style from Marengo. The concluding event, the Telegraph Handicap, was fought out at the business end by Aimwell, Kina, Hinekorangi and Curator, and the latter scored by a head from Aimwell. Results:—: [507, 286, 622, 823]
paragraph: Replying to questions by some Liberals, regarding Britain's adherence to the right to capture enemy's goods at sea, Mr McKenna stated: "If we deprive ourselves of the power of offence we are still compelled to maintain a supreme navy to protect us against invasion and if assured that in the event of our abandoning the right of capture others will reduce their navies, with the understanding that ours shall remain supreme, the Government will be willing to consider proposals in that direction.": [257, 1326, 372, 1522]
paragraph: 1. The nomination of an undisclosed number of peers by the Government of the day.: [257, 776, 372, 815]
paragraph: By Telegraph—Press Association. WELLINGTON, March 18.: [384, 1030, 495, 1060]
batsman: Bardsley, not out: [381, 508, 447, 518]
paragraph: Sydney Charles Ivory, Inspector of Rabbits, South Wairarapa, had made several inspections of the property, and had noticed that a little poison had been laid along the flats. If defendant had poisoned at the same time that Mix poisoned, the results must have been exceptionally good.: [755, 528, 871, 645]
paragraph: William Burridge, brewer, stated that on January 10th accused sent for four gallons of beer, two of which were for himself and two for a man named E. Henderson. Witness did not know who Henderson was.: [880, 247, 996, 325]
paragraph: Hughes' and Dr. Fyffe's b c Marengo 3yrs, 8.7, F. Langlands ... 2: [631, 326, 746, 355]
paragraph: Mr McKenna, after a sharp passage with Sir Charles Dilke, declared that the accusations against the Admiralty were baseless.: [257, 1275, 372, 1324]
antarctic-subheading-3: CABINET IN A BENEVOLENT MOOD.: [392, 645, 486, 664]
paragraph: James Rankin gave corroborative evidence.: [755, 1068, 871, 1088]
score-row: [382, 338, 497, 348]
score-row: [382, 461, 497, 471]
column-1: [4, 34, 128, 2576]
paragraph: Nauraia, 10.6, T. Pritchard, also started. From a good start Nauraia at once made play. He was caught at the straight entrance by Lita and Waiata. A splendid finish between the latter pair resulted in Lita winning by a short neck. Time, 1min 2 1-5sec.: [507, 1142, 622, 1240]
score-row: [382, 280, 497, 299]
paragraph: Thomas Charles Webb gave evidence as to inspecting the property, consisting of 1,000 acres in December, January and February, and found rabbits very numerous.: [755, 1780, 871, 1848]
paragraph: Received March 18, 10.35 p.m.: [138, 231, 242, 250]
paragraph: Defendant was unrepresented and pleaded not guilty.: [880, 1051, 996, 1079]
antarctic-subheading-2: PROFESSOR BICKERTON'S THEORIES.: [384, 624, 495, 642]
libel-verdict: VERDICT FOR £1,000.: [641, 810, 735, 820]
magistrates-court-heading: MAGISTRATE'S COURT.: [775, 40, 851, 60]
south-pole-heading: THE SOUTH POLE.: [151, 39, 229, 70]
runs: 22: [487, 318, 497, 328]
paragraph: THE GUINEA POEM.: [15, 2057, 100, 2067]
wanganui-bowling: Bowling analysis.—Kelleway 5 for 17, Mayne 2 for 10, Smith 3 for 10.: [381, 367, 497, 396]
racing-intro: [507, 88, 621, 823]
paragraph: The remarkable demand created for TUSSICURA, the Great Cough and Cold Cure, to the extent of over 70,000 bottles throughout New Zealand alone for last year, is due not so much to judicious advertising as to the wonderful purity, safety, and efficacy of the remedy itself. It simply stands alone as a certain cure for coughs, colds, bronchitis, asthma, whooping cough, influenza, and all chest and lung troubles. Tussicura is a powerful chest, throat, and lung tonic, as well as a perfect tonic for singers and public speakers. All chemists and stores. 1/6, 2/6, 4/6.: [8, 1850, 123, 2054]
racing-club-heading: MASTERTON RACING CLUB.: [510, 40, 617, 60]
